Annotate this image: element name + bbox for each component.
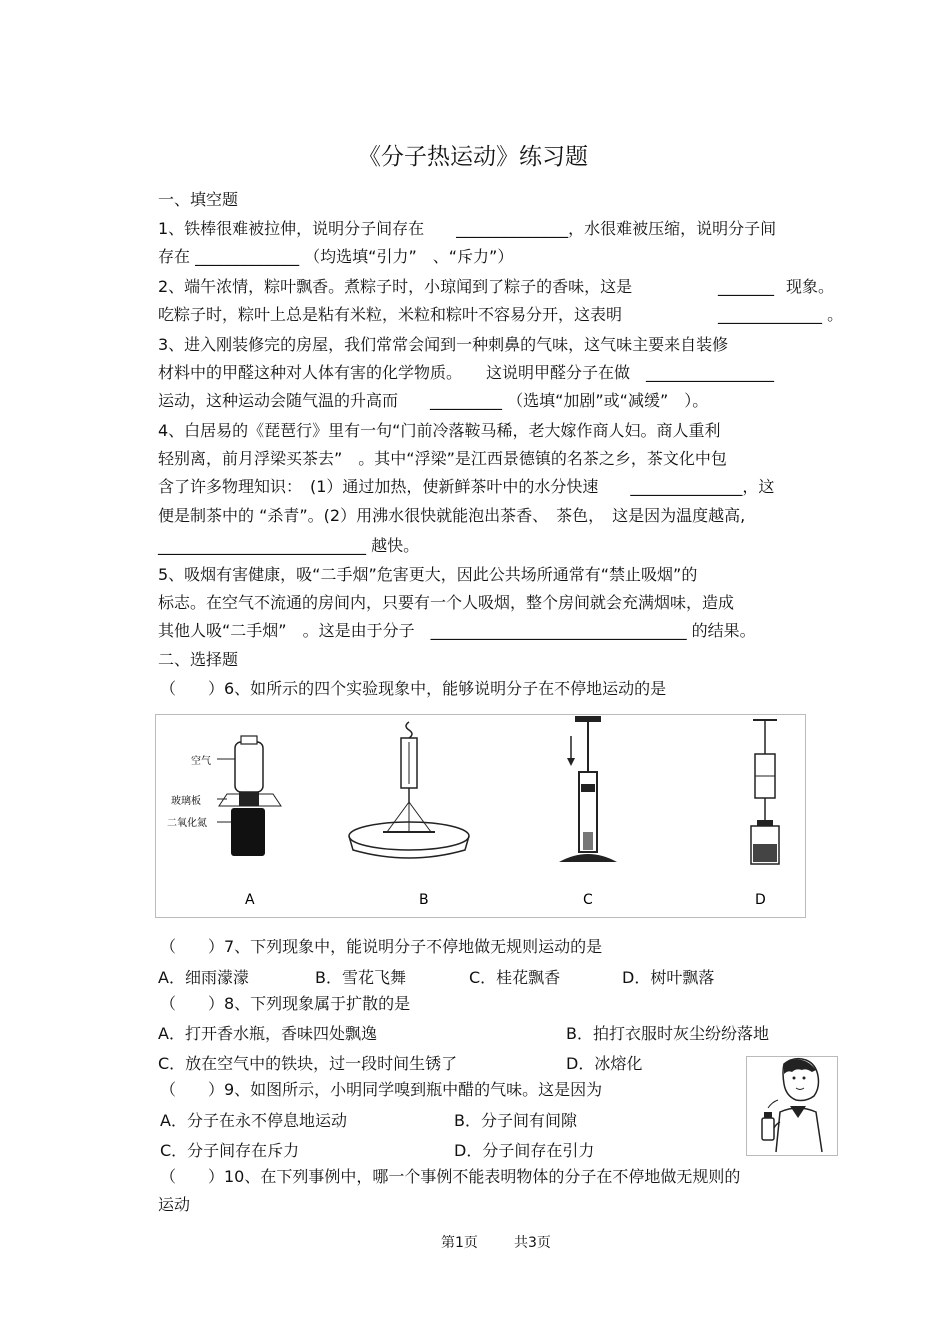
page-title: 《分子热运动》练习题 bbox=[358, 144, 588, 170]
q8-stem: （ ）8、下列现象属于扩散的是 bbox=[160, 994, 411, 1013]
q8-option-d: D．冰熔化 bbox=[566, 1054, 643, 1073]
q5-line2: 标志。在空气不流通的房间内，只要有一个人吸烟，整个房间就会充满烟味，造成 bbox=[158, 593, 735, 612]
boy-smelling-bottle-illustration bbox=[746, 1056, 838, 1156]
q4-line1: 4、白居易的《琵琶行》里有一句“门前冷落鞍马稀，老大嫁作商人妇。商人重利 bbox=[158, 421, 721, 440]
q10-line1: （ ）10、在下列事例中，哪一个事例不能表明物体的分子在不停地做无规则的 bbox=[160, 1167, 741, 1186]
footer-total-pages: 共3页 bbox=[514, 1235, 551, 1251]
q10-line2: 运动 bbox=[158, 1195, 191, 1214]
q2-line1: 2、端午浓情，粽叶飘香。煮粽子时，小琼闻到了粽子的香味，这是 bbox=[158, 277, 633, 296]
figure-letter-d: D bbox=[755, 892, 766, 908]
q7-option-a: A．细雨濛濛 bbox=[158, 968, 249, 987]
q1-line1: 1、铁棒很难被拉伸，说明分子间存在 ______________，水很难被压缩，说明分子间 bbox=[158, 219, 777, 238]
q4-line2: 轻别离，前月浮梁买茶去” 。其中“浮梁”是江西景德镇的名茶之乡，茶文化中包 bbox=[158, 449, 727, 468]
q9-option-c: C．分子间存在斥力 bbox=[160, 1141, 300, 1160]
q9-option-d: D．分子间存在引力 bbox=[454, 1141, 595, 1160]
q7-option-c: C．桂花飘香 bbox=[469, 968, 561, 987]
q2-blank1: _______ bbox=[718, 277, 774, 296]
q5-line3: 其他人吸“二手烟” 。这是由于分子 ________________________________ 的结果。 bbox=[158, 621, 756, 640]
footer-page-number: 第1页 bbox=[441, 1235, 478, 1251]
q3-line1: 3、进入刚装修完的房屋，我们常常会闻到一种刺鼻的气味，这气味主要来自装修 bbox=[158, 335, 729, 354]
q2-line1-end: 现象。 bbox=[786, 277, 835, 296]
q8-option-b: B．拍打衣服时灰尘纷纷落地 bbox=[566, 1024, 769, 1043]
q1-line2: 存在 _____________ （均选填“引力” 、“斥力”） bbox=[158, 247, 514, 266]
q2-line2-end: _____________ 。 bbox=[718, 305, 844, 324]
label-gas: 二氧化氮 bbox=[167, 818, 207, 829]
figure-letter-a: A bbox=[245, 892, 255, 908]
q3-line3: 运动，这种运动会随气温的升高而 _________ （选填“加剧”或“减缓” ）。 bbox=[158, 391, 709, 410]
q7-stem: （ ）7、下列现象中，能说明分子不停地做无规则运动的是 bbox=[160, 937, 603, 956]
figure-letter-c: C bbox=[583, 892, 593, 908]
q6-stem: （ ）6、如所示的四个实验现象中，能够说明分子在不停地运动的是 bbox=[160, 679, 667, 698]
q2-line2: 吃粽子时，粽叶上总是粘有米粒，米粒和粽叶不容易分开，这表明 bbox=[158, 305, 623, 324]
q7-option-d: D．树叶飘落 bbox=[622, 968, 715, 987]
q9-option-b: B．分子间有间隙 bbox=[454, 1111, 577, 1130]
q4-line5: __________________________ 越快。 bbox=[158, 536, 420, 555]
q7-option-b: B．雪花飞舞 bbox=[315, 968, 406, 987]
figure-letter-b: B bbox=[419, 892, 429, 908]
experiment-figure bbox=[155, 714, 806, 918]
q8-option-a: A．打开香水瓶，香味四处飘逸 bbox=[158, 1024, 377, 1043]
q9-option-a: A．分子在永不停息地运动 bbox=[160, 1111, 347, 1130]
section-choice-heading: 二、选择题 bbox=[158, 650, 239, 669]
section-fill-heading: 一、填空题 bbox=[158, 190, 239, 209]
q5-line1: 5、吸烟有害健康，吸“二手烟”危害更大，因此公共场所通常有“禁止吸烟”的 bbox=[158, 565, 698, 584]
q3-line2: 材料中的甲醛这种对人体有害的化学物质。 这说明甲醛分子在做 ________________ bbox=[158, 363, 775, 382]
q4-line3: 含了许多物理知识： (1）通过加热，使新鲜茶叶中的水分快速 ______________，这 bbox=[158, 477, 775, 496]
q9-stem: （ ）9、如图所示，小明同学嗅到瓶中醋的气味。这是因为 bbox=[160, 1080, 603, 1099]
label-air: 空气 bbox=[191, 756, 211, 767]
q4-line4: 便是制茶中的 “杀青”。(2）用沸水很快就能泡出茶香、 茶色， 这是因为温度越高, bbox=[158, 506, 746, 525]
label-glass: 玻璃板 bbox=[171, 796, 201, 807]
q8-option-c: C．放在空气中的铁块，过一段时间生锈了 bbox=[158, 1054, 458, 1073]
